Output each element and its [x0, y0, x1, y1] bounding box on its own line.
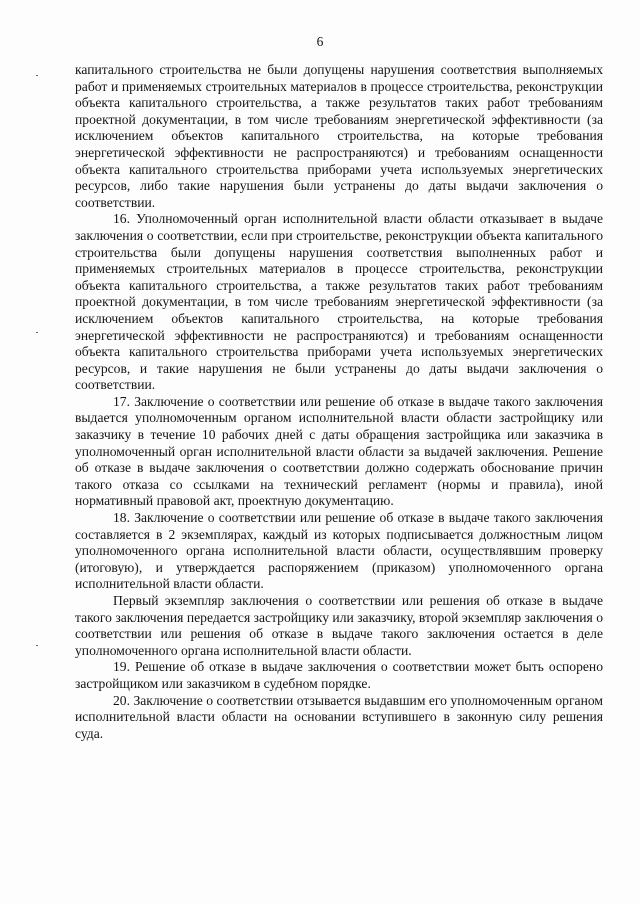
- paragraph-18: 18. Заключение о соответствии или решение об отказе в выдаче такого заключения составляется в 2 экземплярах, каждый из которых подписывается должностным лицом уполномоченного органа исполнительной власти области, осуществлявшим проверку (итоговую), и утверждается распоряжением (приказом) уполномоченного органа исполнительной власти области.: [75, 510, 603, 592]
- scan-speck: [36, 645, 38, 646]
- paragraph-16: 16. Уполномоченный орган исполнительной власти области отказывает в выдаче заключения о соответствии, если при строительстве, реконструкции объекта капитального строительства были допущены нарушения соответствия выполненных работ и применяемых строительных материалов в процессе строительства, реконструкции объекта капитального строительства, а также результатов таких работ требованиям проектной документации, в том числе требованиям энергетической эффективности (за исключением объектов капитального строительства, на которые требования энергетической эффективности не распространяются) и требованиям оснащенности объекта капитального строительства приборами учета используемых энергетических ресурсов, и такие нарушения не были устранены до даты выдачи заключения о соответствии.: [75, 211, 603, 393]
- scan-speck: [36, 332, 38, 333]
- document-body: [75, 62, 603, 742]
- page-number: 6: [316, 34, 324, 49]
- paragraph-18-copies: Первый экземпляр заключения о соответствии или решения об отказе в выдаче такого заключения передается застройщику или заказчику, второй экземпляр заключения о соответствии или решения об отказе в выдаче такого заключения остается в деле уполномоченного органа исполнительной власти области.: [75, 593, 603, 658]
- paragraph-17: 17. Заключение о соответствии или решение об отказе в выдаче такого заключения выдается уполномоченным органом исполнительной власти области застройщику или заказчику в течение 10 рабочих дней с даты обращения застройщика или заказчика в уполномоченный орган исполнительной власти области за выдачей заключения. Решение об отказе в выдаче заключения о соответствии должно содержать обоснование причин такого отказа со ссылками на технический регламент (нормы и правила), иной нормативный правовой акт, проектную документацию.: [75, 393, 603, 509]
- scan-speck: [36, 75, 38, 76]
- paragraph-continuation: капитального строительства не были допущены нарушения соответствия выполняемых работ и применяемых строительных материалов в процессе строительства, реконструкции объекта капитального строительства, а также результатов таких работ требованиям проектной документации, в том числе требованиям энергетической эффективности (за исключением объектов капитального строительства, на которые требования энергетической эффективности не распространяются) и требованиям оснащенности объекта капитального строительства приборами учета используемых энергетических ресурсов, либо такие нарушения были устранены до даты выдачи заключения о соответствии.: [75, 62, 603, 210]
- paragraph-19: 19. Решение об отказе в выдаче заключения о соответствии может быть оспорено застройщиком или заказчиком в судебном порядке.: [75, 659, 603, 691]
- paragraph-20: 20. Заключение о соответствии отзывается выдавшим его уполномоченным органом исполнительной власти области на основании вступившего в законную силу решения суда.: [75, 692, 603, 741]
